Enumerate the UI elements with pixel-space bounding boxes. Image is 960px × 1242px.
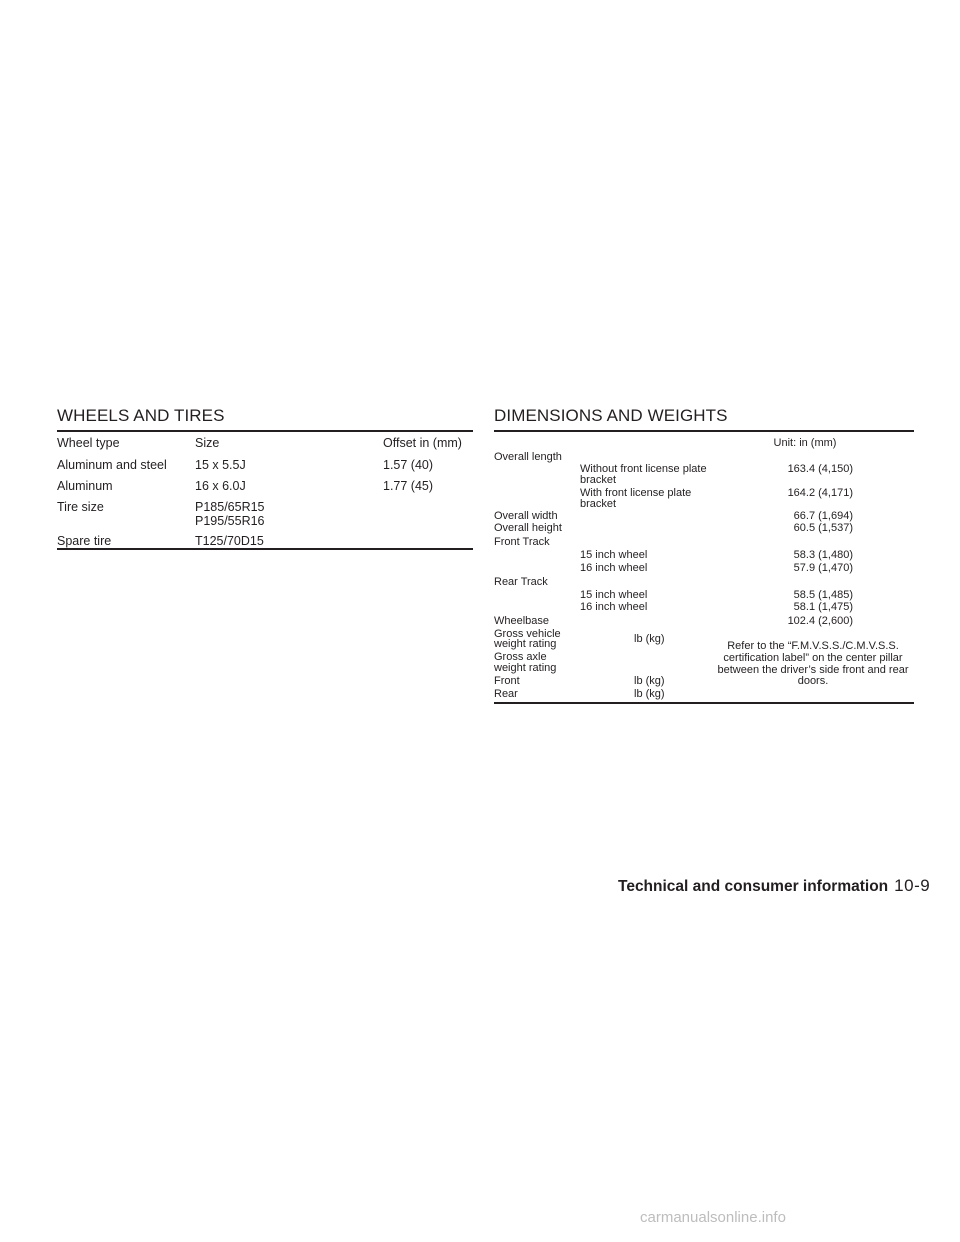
overall-width-value: 66.7 (1,694): [793, 510, 853, 522]
overall-length-label: Overall length: [494, 451, 562, 463]
front-track-16-value: 57.9 (1,470): [793, 562, 853, 574]
dimensions-top-rule: [494, 430, 914, 432]
without-plate-label-cont: bracket: [580, 474, 617, 486]
wheels-row-type: Aluminum and steel: [57, 458, 167, 472]
overall-height-label: Overall height: [494, 522, 562, 534]
weight-note-line: between the driver’s side front and rear: [717, 664, 909, 676]
front-track-16-label: 16 inch wheel: [580, 562, 648, 574]
front-track-15-value: 58.3 (1,480): [793, 549, 853, 561]
wheels-row-size: 16 x 6.0J: [195, 479, 246, 493]
without-plate-label: Without front license plate: [580, 463, 707, 475]
weight-note-line: certification label” on the center pillar: [723, 652, 903, 664]
wheels-header-type: Wheel type: [57, 436, 120, 450]
dimensions-bottom-rule: [494, 702, 914, 704]
wheels-top-rule: [57, 430, 473, 432]
front-track-15-label: 15 inch wheel: [580, 549, 648, 561]
wheels-row-offset: 1.57 (40): [383, 458, 434, 472]
page-footer: [618, 876, 931, 896]
rear-track-16-label: 16 inch wheel: [580, 601, 648, 613]
wheels-section-title: WHEELS AND TIRES: [57, 406, 225, 425]
wheels-row-size: 15 x 5.5J: [195, 458, 246, 472]
page-number: 10-9: [894, 876, 931, 895]
without-plate-value: 163.4 (4,150): [787, 463, 853, 475]
dimensions-unit: Unit: in (mm): [773, 437, 837, 449]
rear-track-15-value: 58.5 (1,485): [793, 589, 853, 601]
dimensions-section-title: DIMENSIONS AND WEIGHTS: [494, 406, 728, 425]
wheels-row-type: Spare tire: [57, 534, 112, 548]
rear-track-label: Rear Track: [494, 576, 548, 588]
wheels-bottom-rule: [57, 548, 473, 550]
with-plate-label-cont: bracket: [580, 498, 617, 510]
rear-track-15-label: 15 inch wheel: [580, 589, 648, 601]
weight-note-line: Refer to the “F.M.V.S.S./C.M.V.S.S.: [727, 640, 899, 652]
gawr-label: Gross axle: [494, 651, 547, 663]
wheels-row-size-second: P195/55R16: [195, 514, 265, 528]
front-axle-unit: lb (kg): [634, 675, 665, 687]
gvwr-unit: lb (kg): [634, 633, 665, 645]
wheels-row-offset: 1.77 (45): [383, 479, 434, 493]
gawr-label-cont: weight rating: [494, 662, 557, 674]
front-axle-label: Front: [494, 675, 520, 687]
rear-axle-label: Rear: [494, 688, 518, 700]
watermark-text: carmanualsonline.info: [640, 1209, 786, 1226]
rear-axle-unit: lb (kg): [634, 688, 665, 700]
wheels-header-offset: Offset in (mm): [383, 436, 462, 450]
front-track-label: Front Track: [494, 536, 550, 548]
wheelbase-label: Wheelbase: [494, 615, 550, 627]
weight-note-line: doors.: [797, 675, 829, 687]
with-plate-value: 164.2 (4,171): [787, 487, 853, 499]
wheels-row-size: T125/70D15: [195, 534, 264, 548]
with-plate-label: With front license plate: [580, 487, 692, 499]
wheels-header-size: Size: [195, 436, 220, 450]
overall-height-value: 60.5 (1,537): [793, 522, 853, 534]
wheels-row-size: P185/65R15: [195, 500, 265, 514]
wheels-row-type: Aluminum: [57, 479, 113, 493]
gvwr-label-cont: weight rating: [494, 638, 557, 650]
gvwr-label: Gross vehicle: [494, 628, 561, 640]
rear-track-16-value: 58.1 (1,475): [793, 601, 853, 613]
footer-section-name: Technical and consumer information: [618, 878, 889, 895]
overall-width-label: Overall width: [494, 510, 558, 522]
wheelbase-value: 102.4 (2,600): [787, 615, 853, 627]
wheels-row-type: Tire size: [57, 500, 104, 514]
